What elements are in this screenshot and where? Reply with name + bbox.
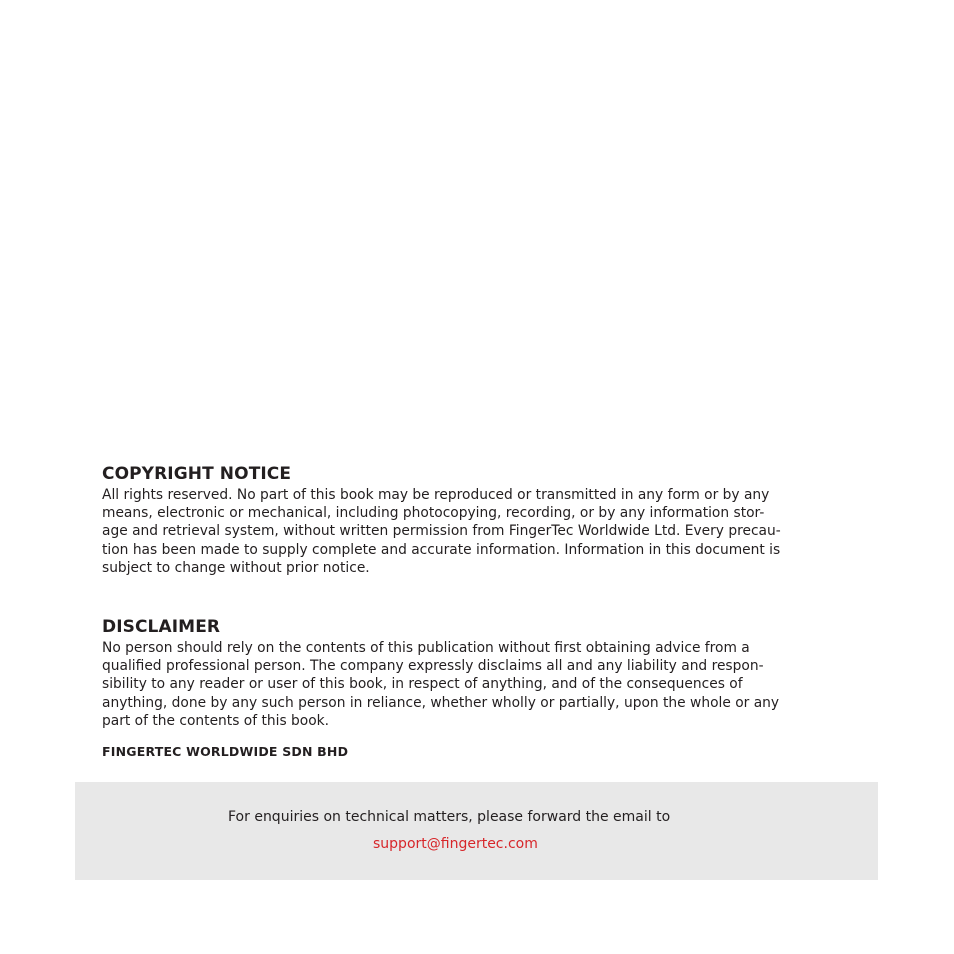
enquiry-box — [75, 782, 878, 880]
disclaimer-text — [102, 639, 822, 730]
copyright-line: subject to change without prior notice. — [102, 559, 370, 576]
disclaimer-line: sibility to any reader or user of this book, in respect of anything, and of the consequences of — [102, 676, 743, 693]
disclaimer-line: anything, done by any such person in reliance, whether wholly or partially, upon the whole or any — [102, 694, 780, 711]
support-email-link[interactable]: support@fingertec.com — [373, 836, 538, 852]
disclaimer-heading: DISCLAIMER — [102, 617, 221, 638]
legal-content — [102, 462, 822, 761]
disclaimer-line: No person should rely on the contents of this publication without first obtaining advice from a — [102, 640, 750, 657]
copyright-line: age and retrieval system, without written permission from FingerTec Worldwide Ltd. Every precau- — [102, 523, 781, 540]
section-spacer — [102, 577, 822, 615]
copyright-line: tion has been made to supply complete and accurate information. Information in this document is — [102, 541, 781, 558]
copyright-notice-heading: COPYRIGHT NOTICE — [102, 464, 292, 484]
copyright-notice-text — [102, 486, 822, 577]
company-name: FINGERTEC WORLDWIDE SDN BHD — [102, 744, 349, 760]
disclaimer-line: part of the contents of this book. — [102, 712, 330, 729]
copyright-line: All rights reserved. No part of this book may be reproduced or transmitted in any form or by any — [102, 487, 770, 503]
disclaimer-line: qualified professional person. The company expressly disclaims all and any liability and respon- — [102, 658, 764, 675]
enquiry-text: For enquiries on technical matters, please forward the email to — [228, 809, 671, 825]
copyright-line: means, electronic or mechanical, including photocopying, recording, or by any information stor- — [102, 505, 765, 522]
